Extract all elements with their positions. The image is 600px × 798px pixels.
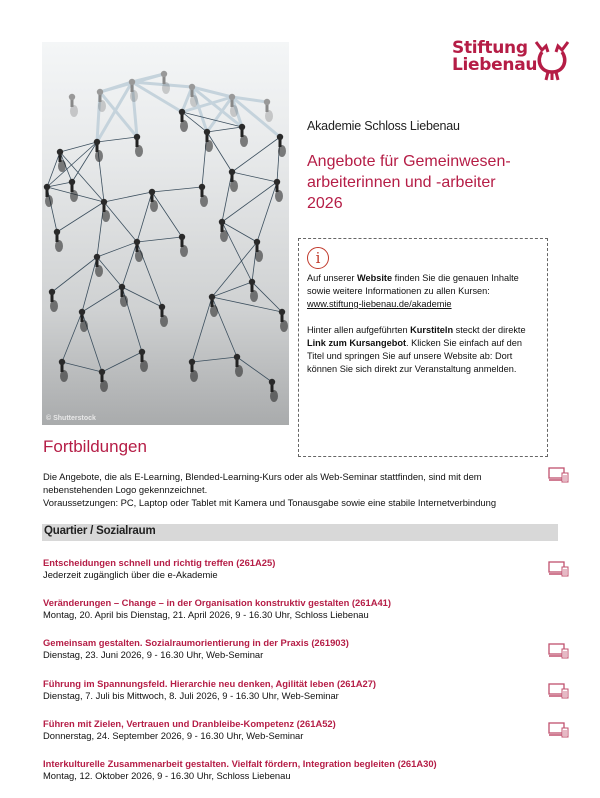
course-details: Dienstag, 23. Juni 2026, 9 - 16.30 Uhr, Web-Seminar: [43, 649, 264, 660]
intro-text: Die Angebote, die als E-Learning, Blended-Learning-Kurs oder als Web-Seminar stattfinden, sind mit dem nebenstehenden Logo gekennzeichnet. Voraussetzungen: PC, Laptop oder Tablet mit Kamera und Tonausgabe sowie eine stabile Internetverbindung: [43, 471, 497, 508]
network-thread: [207, 127, 242, 132]
network-pin: [279, 309, 288, 332]
akademie-label: Akademie Schloss Liebenau: [307, 119, 460, 133]
network-thread: [137, 237, 182, 242]
info-icon: i: [307, 247, 329, 269]
network-pin: [269, 379, 278, 402]
course-title-link[interactable]: Interkulturelle Zusammenarbeit gestalten. Vielfalt fördern, Integration begleiten (261A30): [43, 758, 437, 769]
network-pin: [179, 234, 188, 257]
course-title-link[interactable]: Führung im Spannungsfeld. Hierarchie neu denken, Agilität leben (261A27): [43, 678, 377, 689]
course-details: Donnerstag, 24. September 2026, 9 - 16.30 Uhr, Web-Seminar: [43, 730, 304, 741]
network-thread: [212, 297, 282, 312]
network-pin: [249, 279, 258, 302]
network-thread: [192, 357, 237, 362]
course-item: [43, 718, 543, 742]
network-thread: [102, 352, 142, 372]
network-thread: [47, 182, 72, 187]
network-pin: [99, 369, 108, 392]
network-thread: [62, 312, 82, 362]
network-thread: [97, 137, 137, 142]
title-year: 2026: [307, 195, 343, 212]
network-pin: [149, 189, 158, 212]
network-pin: [274, 179, 283, 202]
network-thread: [57, 202, 104, 232]
network-pin: [277, 134, 286, 157]
network-thread: [152, 192, 182, 237]
logo-line1: Stiftung: [452, 38, 528, 58]
section-title: Quartier / Sozialraum: [44, 525, 156, 537]
network-thread: [232, 172, 277, 182]
course-details: Montag, 20. April bis Dienstag, 21. April 2026, 9 - 16.30 Uhr, Schloss Liebenau: [43, 609, 369, 620]
network-thread: [192, 297, 212, 362]
network-pin: [119, 284, 128, 307]
section-heading-fortbildungen: Fortbildungen: [43, 437, 147, 456]
network-pin: [69, 94, 78, 117]
course-item: [43, 678, 543, 702]
course-title-link[interactable]: Entscheidungen schnell und richtig treffen (261A25): [43, 557, 276, 568]
network-pin: [234, 354, 243, 377]
course-details: Montag, 12. Oktober 2026, 9 - 16.30 Uhr, Schloss Liebenau: [43, 770, 291, 781]
e-learning-icon: [548, 643, 570, 659]
network-pin: [179, 109, 188, 132]
network-pin: [54, 229, 63, 252]
network-thread: [104, 192, 152, 202]
course-item: [43, 557, 543, 581]
network-pin: [134, 134, 143, 157]
network-pin: [94, 139, 103, 162]
network-thread: [132, 74, 164, 82]
e-learning-icon: [548, 683, 570, 699]
network-pin: [79, 309, 88, 332]
network-thread: [47, 152, 60, 187]
network-thread: [137, 192, 152, 242]
network-thread: [232, 137, 280, 172]
network-pin: [69, 179, 78, 202]
network-pin: [199, 184, 208, 207]
network-thread: [104, 202, 137, 242]
section-bar-quartier: [42, 524, 558, 541]
network-pin: [264, 99, 273, 122]
photo-credit: © Shutterstock: [46, 415, 96, 422]
network-thread: [62, 362, 102, 372]
tulip-logo-icon: [534, 40, 570, 82]
network-pin: [57, 149, 66, 172]
course-item: [43, 597, 543, 621]
network-thread: [52, 257, 97, 292]
course-title-link[interactable]: Gemeinsam gestalten. Sozialraumorientierung in der Praxis (261903): [43, 637, 349, 648]
network-pin: [94, 254, 103, 277]
network-thread: [152, 187, 202, 192]
logo-line2: Liebenau: [452, 55, 538, 75]
network-pin: [49, 289, 58, 312]
e-learning-icon: [548, 467, 570, 483]
network-thread: [97, 242, 137, 257]
stiftung-liebenau-logo: [452, 40, 592, 86]
network-pin: [134, 239, 143, 262]
akademie-link[interactable]: www.stiftung-liebenau.de/akademie: [307, 299, 452, 309]
course-item: [43, 637, 543, 661]
course-title-link[interactable]: Veränderungen – Change – in der Organisation konstruktiv gestalten (261A41): [43, 597, 392, 608]
network-pin: [189, 359, 198, 382]
network-photo: [42, 42, 289, 425]
info-box: [298, 238, 548, 457]
network-thread: [122, 242, 137, 287]
info-paragraph-website: Auf unserer Website finden Sie die genauen Inhalte sowie weitere Informationen zu allen Kursen: www.stiftung-liebenau.de/akademie: [307, 273, 519, 309]
network-thread: [207, 132, 232, 172]
e-learning-icon: [548, 722, 570, 738]
e-learning-icon: [548, 561, 570, 577]
network-pin: [209, 294, 218, 317]
title-line1: Angebote für Gemeinwesen-: [307, 153, 511, 170]
page-title: [307, 151, 577, 214]
title-line2: arbeiterinnen und -arbeiter: [307, 174, 496, 191]
network-thread: [122, 287, 162, 307]
network-pin: [139, 349, 148, 372]
network-pin: [159, 304, 168, 327]
course-details: Jederzeit zugänglich über die e-Akademie: [43, 569, 218, 580]
network-pin: [44, 184, 53, 207]
network-pin: [239, 124, 248, 147]
course-details: Dienstag, 7. Juli bis Mittwoch, 8. Juli 2026, 9 - 16.30 Uhr, Web-Seminar: [43, 690, 339, 701]
network-pin: [161, 71, 170, 94]
course-item: [43, 758, 543, 782]
info-paragraph-links: Hinter allen aufgeführten Kurstiteln steckt der direkte Link zum Kursangebot. Klicken Sie einfach auf den Titel und springen Sie auf unsere Website ab: Dort können Sie sich direkt zur Veranstaltung anmelden.: [307, 325, 526, 374]
course-title-link[interactable]: Führen mit Zielen, Vertrauen und Dranbleibe-Kompetenz (261A52): [43, 718, 336, 729]
network-thread: [257, 182, 277, 242]
network-graphic: [42, 42, 289, 425]
network-pin: [59, 359, 68, 382]
